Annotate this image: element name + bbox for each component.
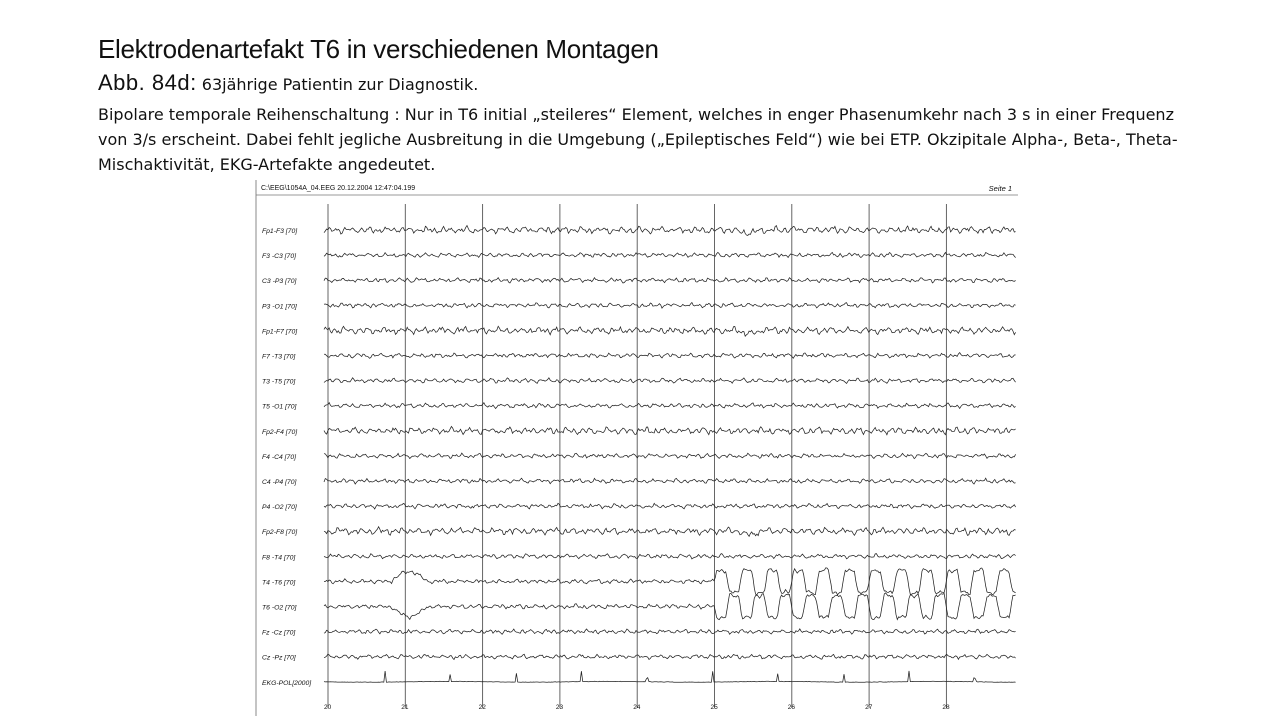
eeg-trace: [324, 278, 1016, 283]
time-mark-label: 25: [710, 704, 718, 711]
channel-label: Fp1-F3 [70]: [262, 228, 298, 235]
eeg-trace: [324, 568, 1016, 595]
eeg-trace: [324, 226, 1016, 236]
eeg-trace: [324, 427, 1016, 435]
eeg-trace: [324, 654, 1016, 659]
channel-label: P4 -O2 [70]: [262, 504, 297, 512]
eeg-trace: [324, 503, 1016, 509]
figure-caption: 63jährige Patientin zur Diagnostik.: [201, 75, 479, 94]
time-mark-label: 22: [478, 704, 486, 711]
eeg-page-label: Seite 1: [988, 184, 1012, 193]
eeg-trace: [324, 593, 1016, 620]
channel-label: T4 -T6 [70]: [262, 579, 296, 587]
channel-label: T6 -O2 [70]: [262, 604, 297, 612]
time-mark-label: 28: [942, 704, 950, 711]
channel-label: C4 -P4 [70]: [262, 479, 297, 486]
channel-label: C3 -P3 [70]: [262, 278, 297, 286]
eeg-trace: [324, 353, 1016, 359]
channel-label: EKG-POL[2000]: [262, 679, 312, 687]
eeg-trace: [324, 527, 1016, 537]
eeg-recording-figure: [252, 178, 1022, 718]
time-mark-label: 26: [787, 704, 796, 711]
eeg-header-path: C:\EEG\1054A_04.EEG 20.12.2004 12:47:04.199: [261, 185, 416, 192]
eeg-channel-traces: [324, 226, 1016, 683]
eeg-trace: [324, 252, 1016, 257]
figure-description: Bipolare temporale Reihenschaltung : Nur in T6 initial „steileres“ Element, welches in enger Phasenumkehr nach 3 s in einer Frequenz von 3/s erscheint. Dabei fehlt jegliche Ausbreitung in die Umgebung („Epileptisches Feld“) wie bei ETP. Okzipitale Alpha-, Beta-, Theta-Mischaktivität, EKG-Artefakte angedeutet.: [98, 105, 1178, 174]
eeg-time-marks: [324, 704, 950, 711]
time-mark-label: 21: [401, 704, 409, 711]
channel-label: Fp2-F8 [70]: [262, 529, 298, 537]
figure-label: Abb. 84d:: [98, 70, 197, 95]
channel-label: Fz -Cz [70]: [262, 629, 296, 637]
eeg-trace: [324, 478, 1016, 484]
channel-label: Cz -Pz [70]: [262, 654, 296, 662]
channel-label: F8 -T4 [70]: [262, 554, 296, 562]
time-mark-label: 24: [633, 704, 641, 711]
eeg-trace: [324, 326, 1016, 336]
channel-label: F7 -T3 [70]: [262, 353, 296, 361]
eeg-channel-labels: [262, 228, 312, 687]
time-mark-label: 27: [865, 704, 873, 711]
channel-label: F4 -C4 [70]: [262, 453, 296, 461]
channel-label: Fp1-F7 [70]: [262, 328, 298, 336]
eeg-trace: [324, 554, 1016, 559]
time-mark-label: 23: [555, 704, 564, 711]
channel-label: Fp2-F4 [70]: [262, 428, 298, 436]
eeg-trace: [324, 629, 1016, 634]
eeg-trace: [324, 671, 1016, 682]
channel-label: P3 -O1 [70]: [262, 303, 297, 311]
eeg-trace: [324, 403, 1016, 409]
channel-label: T5 -O1 [70]: [262, 403, 297, 411]
channel-label: F3 -C3 [70]: [262, 253, 296, 261]
time-mark-label: 20: [324, 704, 332, 711]
figure-caption-line: [98, 70, 478, 96]
channel-label: T3 -T5 [70]: [262, 378, 296, 386]
eeg-trace: [324, 453, 1016, 459]
eeg-trace: [324, 378, 1016, 384]
eeg-trace: [324, 303, 1016, 309]
slide-title: Elektrodenartefakt T6 in verschiedenen Montagen: [98, 34, 659, 64]
